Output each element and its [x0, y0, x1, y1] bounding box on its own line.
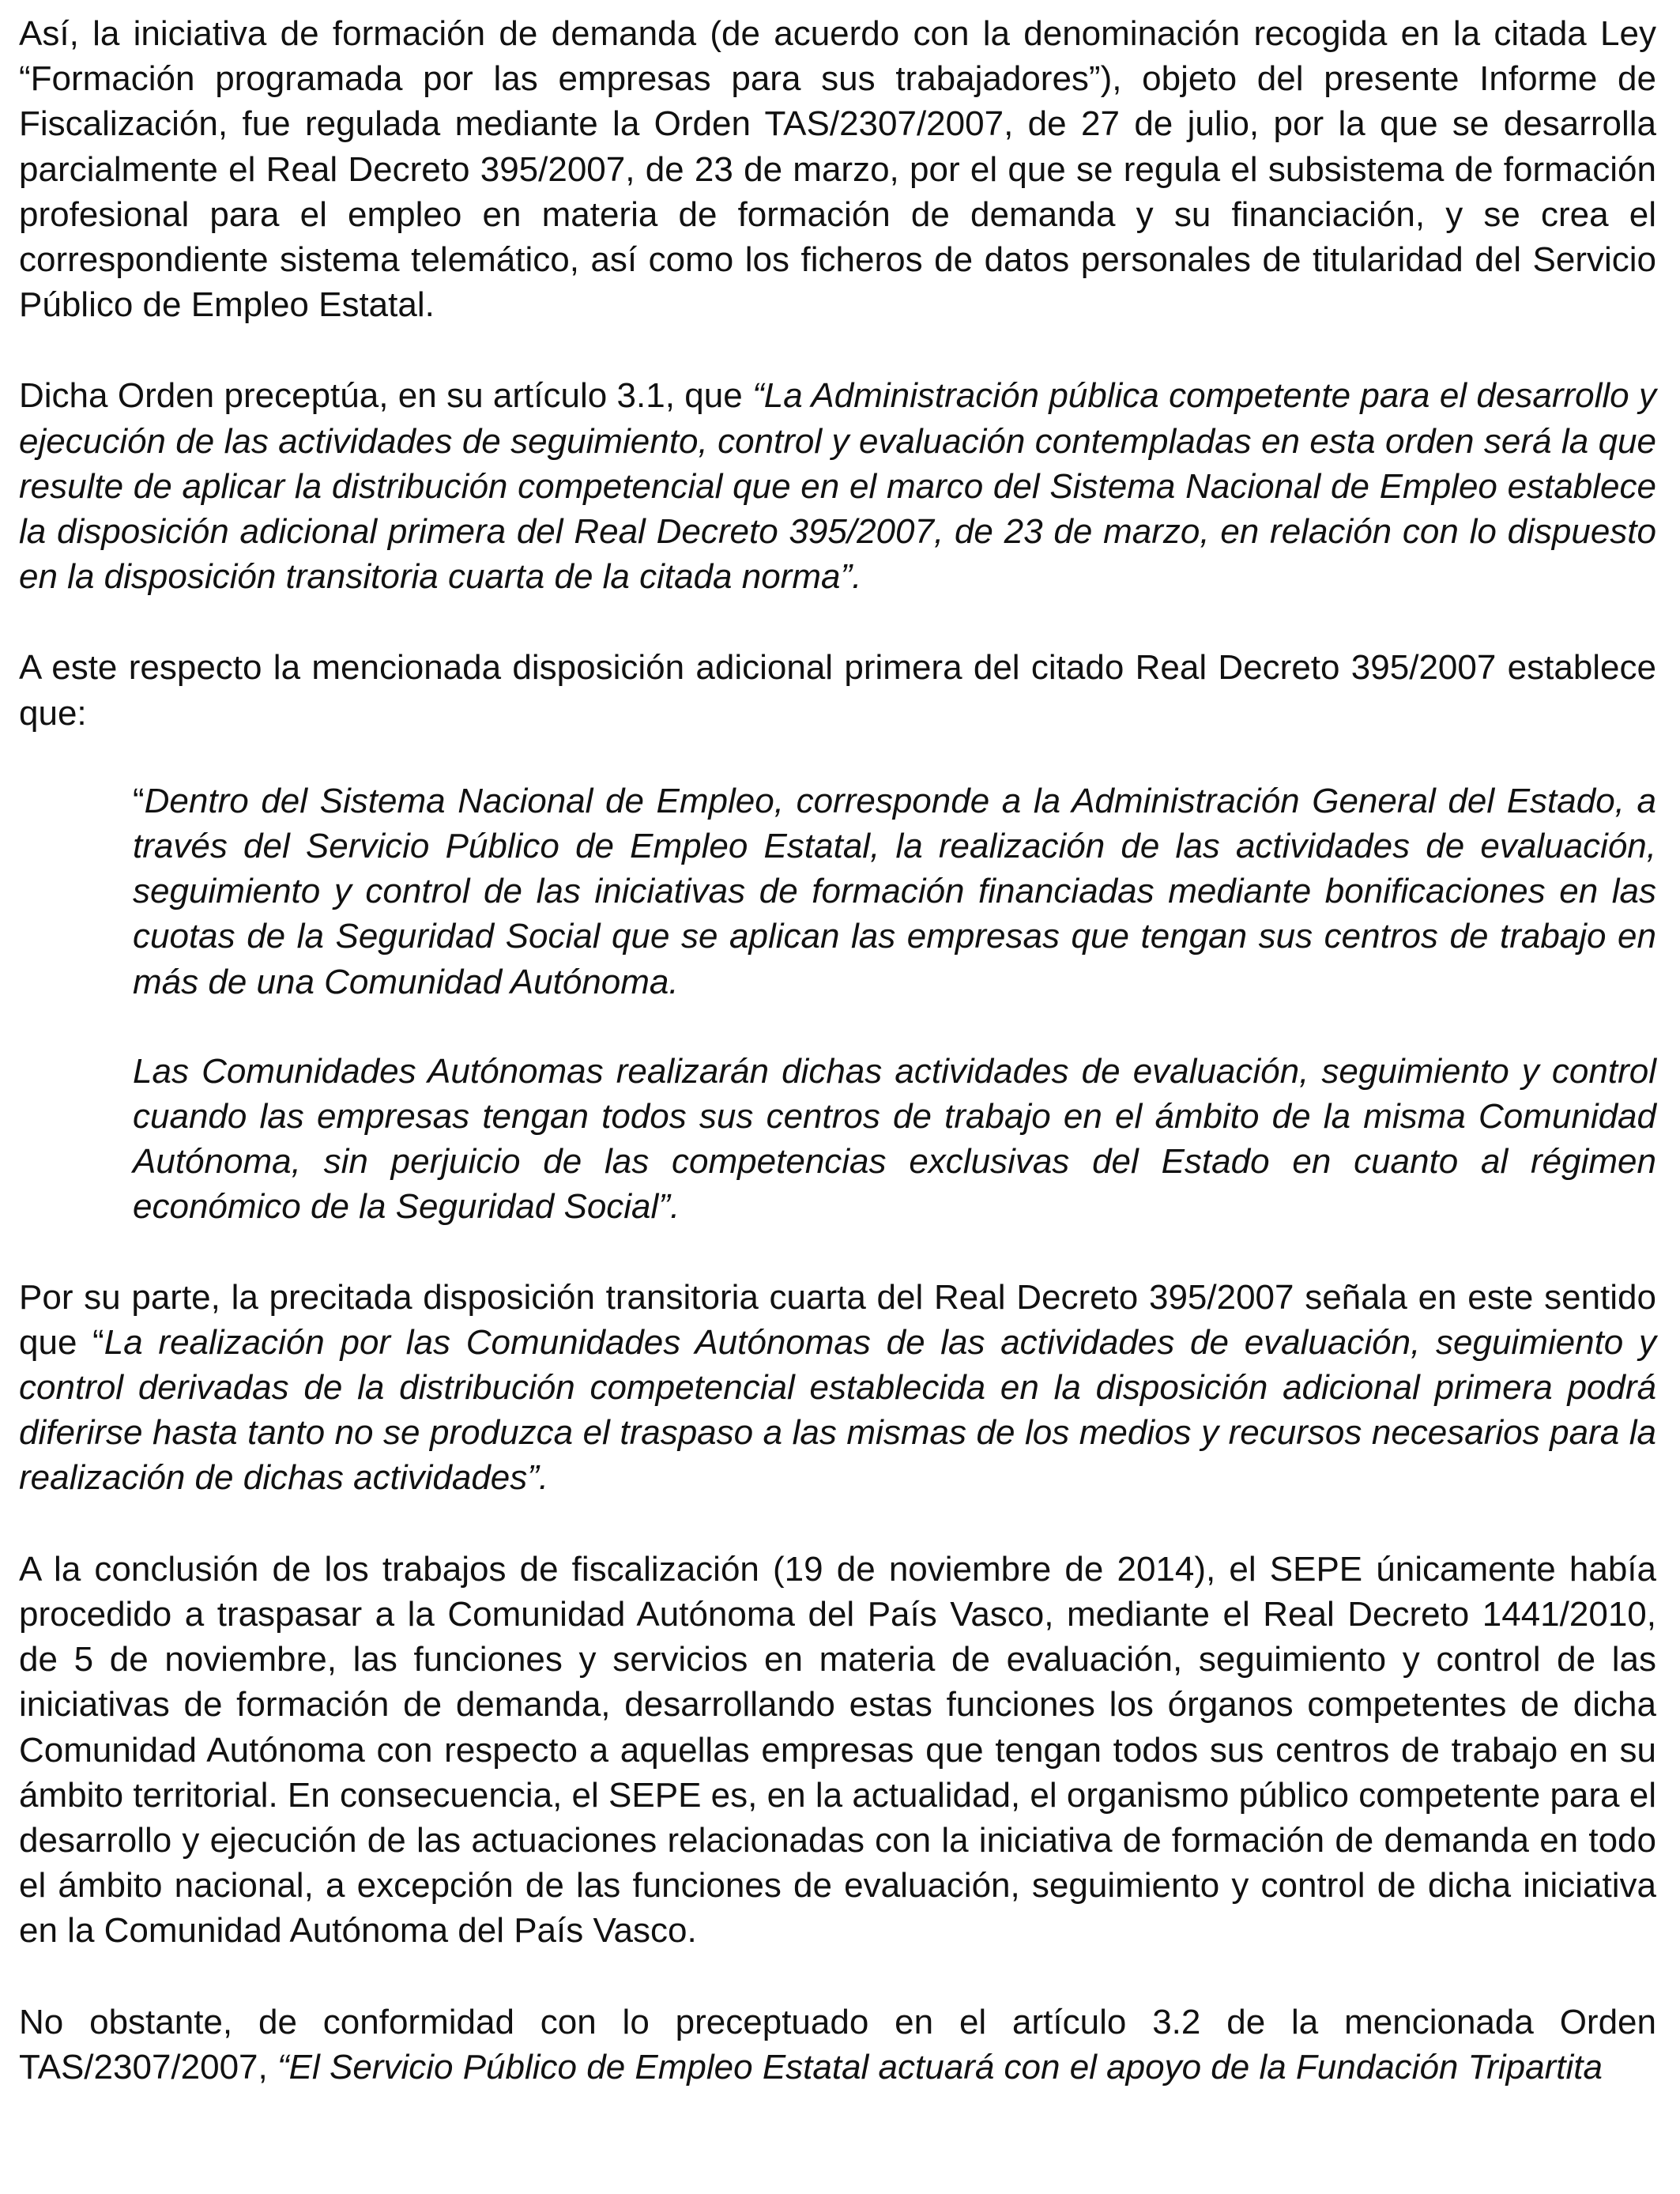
quoted-text: La realización por las Comunidades Autónomas de las actividades de evaluación, seguimiento y control derivadas de la distribución competencial establecida en la disposición adicional primera podrá diferirse hasta tanto no se produzca el traspaso a las mismas de los medios y recursos necesarios para la realización de dichas actividades”.: [19, 1322, 1656, 1498]
quoted-text: “El Servicio Público de Empleo Estatal actuará con el apoyo de la Fundación Tripartita: [277, 2047, 1603, 2087]
paragraph-orden-regulacion: [19, 11, 1656, 327]
paragraph-disposicion-adicional: [19, 645, 1656, 735]
paragraph-articulo-3-2: [19, 2000, 1656, 2090]
quote-text: Dentro del Sistema Nacional de Empleo, corresponde a la Administración General del Estado, a través del Servicio Público de Empleo Estatal, la realización de las actividades de evaluación, seguimiento y control de las iniciativas de formación financiadas mediante bonificaciones en las cuotas de la Seguridad Social que se aplican las empresas que tengan sus centros de trabajo en más de una Comunidad Autónoma.: [133, 781, 1656, 1001]
paragraph-lead-text: No obstante, de conformidad con lo preceptuado en el artículo 3.2 de la mencionada Orden TAS/2307/2007,: [19, 2002, 1656, 2087]
paragraph-disposicion-transitoria: [19, 1275, 1656, 1501]
paragraph-lead-text: Dicha Orden preceptúa, en su artículo 3.1, que: [19, 376, 753, 416]
paragraph-text: Así, la iniciativa de formación de demanda (de acuerdo con la denominación recogida en la citada Ley “Formación programada por las empresas para sus trabajadores”), objeto del presente Informe de Fiscalización, fue regulada mediante la Orden TAS/2307/2007, de 27 de julio, por la que se desarrolla parcialmente el Real Decreto 395/2007, de 23 de marzo, por el que se regula el subsistema de formación profesional para el empleo en materia de formación de demanda y su financiación, y se crea el correspondiente sistema telemático, así como los ficheros de datos personales de titularidad del Servicio Público de Empleo Estatal.: [19, 14, 1656, 325]
document-page: [19, 11, 1656, 2136]
block-quote-2: [19, 1049, 1656, 1230]
paragraph-articulo-3-1: [19, 373, 1656, 599]
paragraph-conclusion-fiscalizacion: [19, 1547, 1656, 1954]
paragraph-lead-text: Por su parte, la precitada disposición transitoria cuarta del Real Decreto 395/2007 señala en este sentido que “: [19, 1277, 1656, 1362]
quoted-text: “La Administración pública competente para el desarrollo y ejecución de las actividades de seguimiento, control y evaluación contempladas en esta orden será la que resulte de aplicar la distribución competencial que en el marco del Sistema Nacional de Empleo establece la disposición adicional primera del Real Decreto 395/2007, de 23 de marzo, en relación con lo dispuesto en la disposición transitoria cuarta de la citada norma”.: [19, 376, 1657, 597]
paragraph-text: A este respecto la mencionada disposición adicional primera del citado Real Decreto 395/2007 establece que:: [19, 648, 1656, 733]
paragraph-text: A la conclusión de los trabajos de fiscalización (19 de noviembre de 2014), el SEPE únicamente había procedido a traspasar a la Comunidad Autónoma del País Vasco, mediante el Real Decreto 1441/2010, de 5 de noviembre, las funciones y servicios en materia de evaluación, seguimiento y control de las iniciativas de formación de demanda, desarrollando estas funciones los órganos competentes de dicha Comunidad Autónoma con respecto a aquellas empresas que tengan todos sus centros de trabajo en su ámbito territorial. En consecuencia, el SEPE es, en la actualidad, el organismo público competente para el desarrollo y ejecución de las actuaciones relacionadas con la iniciativa de formación de demanda en todo el ámbito nacional, a excepción de las funciones de evaluación, seguimiento y control de dicha iniciativa en la Comunidad Autónoma del País Vasco.: [19, 1549, 1656, 1951]
opening-quote-mark: “: [133, 781, 145, 820]
quote-text: Las Comunidades Autónomas realizarán dichas actividades de evaluación, seguimiento y control cuando las empresas tengan todos sus centros de trabajo en el ámbito de la misma Comunidad Autónoma, sin perjuicio de las competencias exclusivas del Estado en cuanto al régimen económico de la Seguridad Social”.: [133, 1051, 1656, 1227]
block-quote-1: [19, 778, 1656, 1005]
